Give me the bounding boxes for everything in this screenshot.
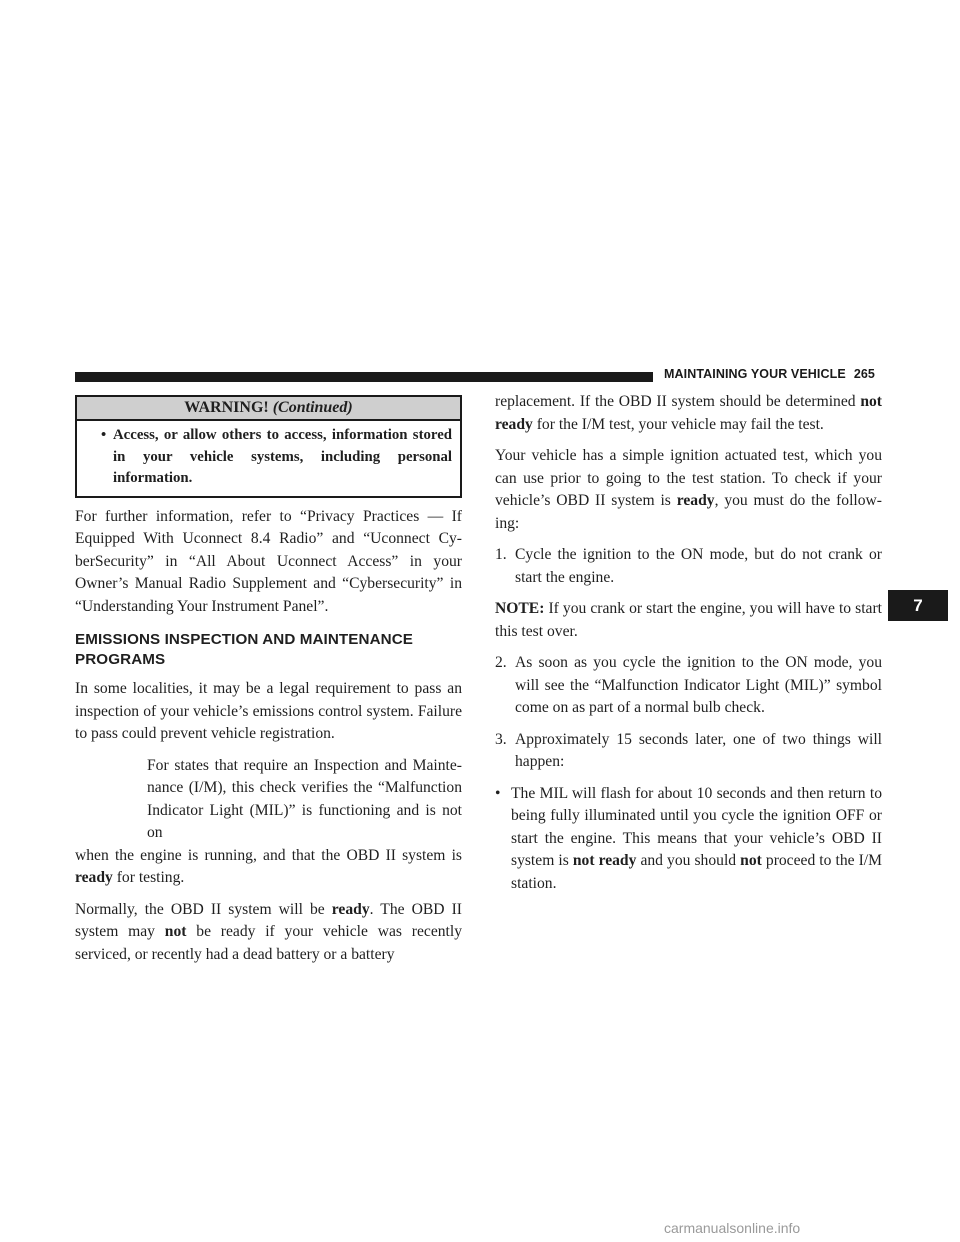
step-3: [495, 729, 882, 774]
warning-continued: (Continued): [272, 399, 353, 416]
step-1-text: Cycle the ignition to the ON mode, but do not crank or start the engine.: [515, 546, 882, 586]
step-1: [495, 544, 882, 589]
left-column: [75, 395, 462, 975]
mil-not-bold: not: [740, 852, 762, 869]
watermark: carmanualsonline.info: [664, 1220, 801, 1236]
obd-text-a: Normally, the OBD II system will be: [75, 900, 325, 918]
section-heading: EMISSIONS INSPECTION AND MAINTENANCE PROGRAMS: [75, 631, 414, 668]
warning-bullet-text: Access, or allow others to access, information stored in your vehicle systems, including personal information.: [113, 427, 452, 486]
section-title: MAINTAINING YOUR VEHICLE: [664, 367, 846, 381]
obd-text-b: . The OBD II system may: [75, 900, 462, 940]
localities-paragraph: In some localities, it may be a legal requirement to pass an inspection of your vehicle’s emissions control system. Failure to pass could prevent vehicle registration.: [75, 680, 462, 742]
im-text-a: when the engine is running, and that the OBD II system is: [75, 846, 462, 864]
note-label: NOTE:: [495, 600, 545, 617]
mil-bullet-text: [511, 783, 882, 896]
step-3-text: Approximately 15 seconds later, one of two things will happen:: [515, 730, 882, 770]
im-ready-bold: ready: [75, 869, 113, 886]
bullet-icon: •: [101, 427, 107, 443]
step-1-number: 1.: [495, 546, 507, 563]
replacement-paragraph: [495, 391, 882, 436]
header-rule: [75, 372, 653, 382]
warning-bullet-item: [101, 425, 452, 490]
mil-text-a: The MIL will flash for about 10 seconds and then return to being fully illuminated until you cycle the ignition OFF or start the engine. This means that your vehicle’s OBD II system is: [511, 784, 882, 869]
mil-text-b: and you should: [640, 852, 737, 869]
note-paragraph: [495, 598, 882, 643]
step-3-number: 3.: [495, 730, 507, 748]
repl-text-a: replacement. If the OBD II system should be determined: [495, 393, 856, 410]
running-header: [664, 367, 875, 381]
obd-not-bold: not: [164, 923, 187, 940]
bullet-icon: •: [495, 784, 501, 802]
repl-text-b: for the I/M test, your vehicle may fail the test.: [536, 415, 824, 433]
obd-paragraph: [75, 899, 462, 967]
privacy-paragraph: For further information, refer to “Privacy Practices — If Equipped With Uconnect 8.4 Radio” and “Uconnect Cy-berSecurity” in “All About Uconnect Access” in your Owner’s Manual Radio Supplement and “Cybersecurity” in “Understanding Your Instrument Panel”.: [75, 507, 462, 615]
obd-ready-bold: ready: [331, 900, 370, 918]
warning-box: [75, 395, 462, 498]
right-column: [495, 391, 882, 904]
mil-text-c: proceed to the I/M station.: [511, 852, 882, 892]
warning-title: WARNING!: [184, 399, 269, 416]
ignition-test-paragraph: [495, 445, 882, 535]
step-2: [495, 652, 882, 720]
ign-ready-bold: ready: [676, 492, 715, 509]
repl-not-ready-bold: not ready: [495, 393, 882, 433]
mil-flash-bullet: [495, 783, 882, 896]
step-2-text: As soon as you cycle the ignition to the ON mode, you will see the “Malfunction Indicator Light (MIL)” symbol come on as part of a normal bulb check.: [515, 654, 882, 716]
ign-text-a: Your vehicle has a simple ignition actuated test, which you can use prior to going to the test station. To check if your vehicle’s OBD II system is: [495, 447, 882, 509]
im-paragraph-continued: [75, 845, 462, 890]
im-paragraph-indented: For states that require an Inspection and Mainte-nance (I/M), this check verifies the “Malfunction Indicator Light (MIL)” is functioning and is not on: [147, 756, 462, 841]
page-number: 265: [853, 367, 875, 381]
chapter-tab: 7: [888, 590, 948, 621]
im-text-b: for testing.: [116, 869, 185, 886]
warning-body: [77, 421, 460, 496]
obd-text-c: be ready if your vehicle was recently serviced, or recently had a dead battery or a battery: [75, 923, 462, 963]
ign-text-b: , you must do the follow-ing:: [495, 492, 882, 532]
step-2-number: 2.: [495, 654, 507, 671]
note-text: If you crank or start the engine, you will have to start this test over.: [495, 600, 883, 640]
mil-not-ready-bold: not ready: [572, 852, 637, 869]
warning-header: [77, 397, 460, 421]
